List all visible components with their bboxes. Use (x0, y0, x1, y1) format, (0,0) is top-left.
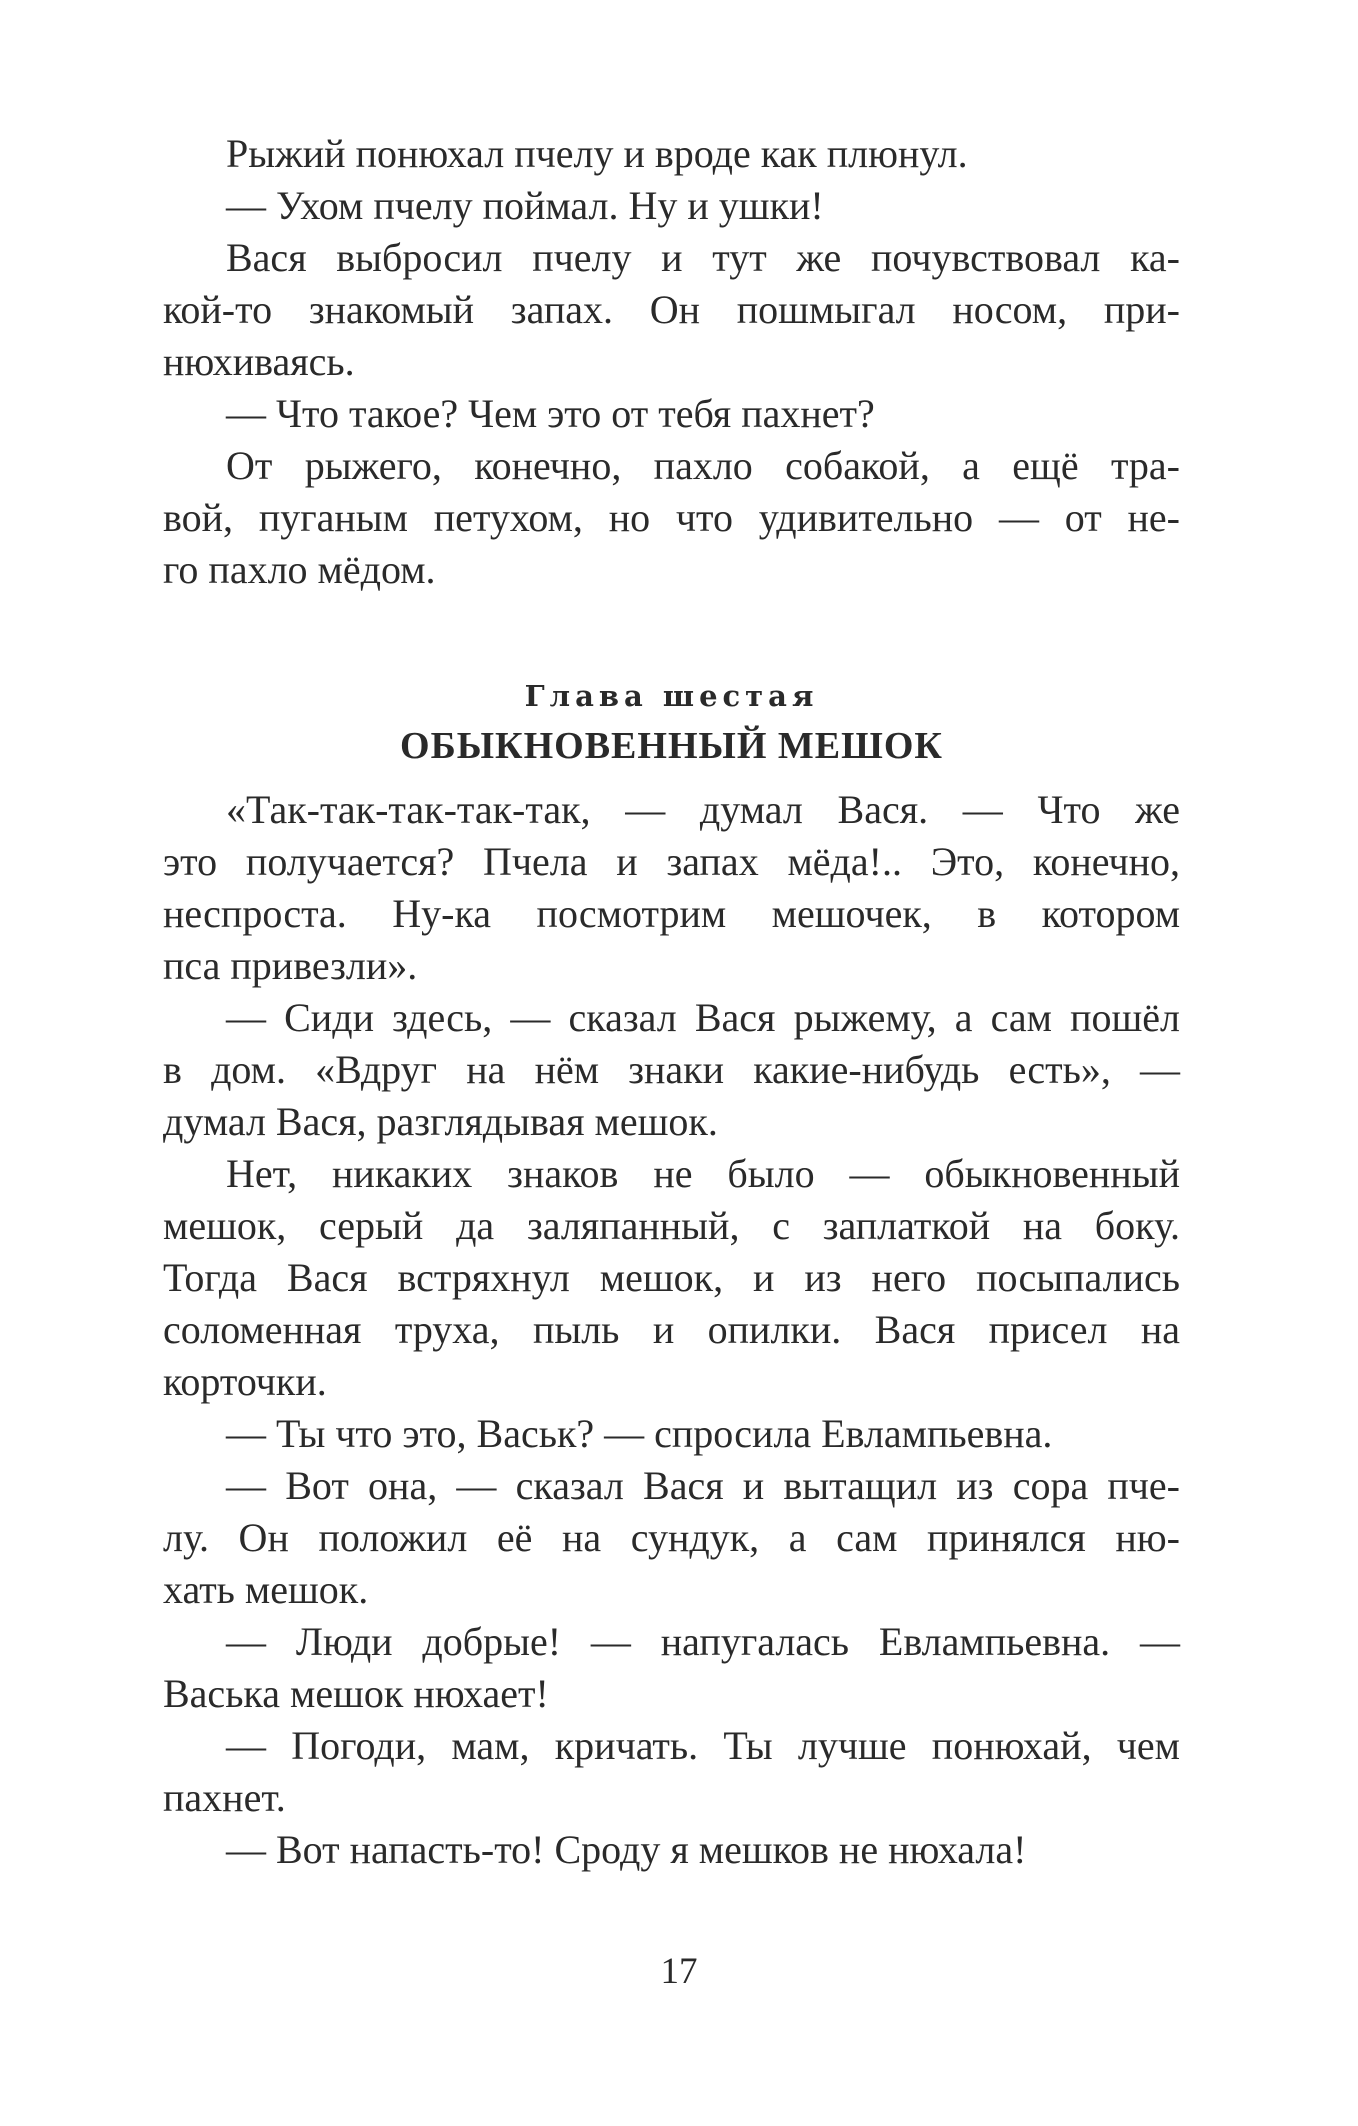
text-line: пса привезли». (163, 943, 418, 988)
text-line: — Ты что это, Васьк? — спросила Евлампьевна. (226, 1411, 1053, 1456)
text-line: лу. Он положил её на сундук, а сам принялся ню- (163, 1515, 1180, 1560)
text-line: Вася выбросил пчелу и тут же почувствовал ка- (226, 235, 1180, 280)
paragraph (163, 180, 1180, 232)
chapter-title: ОБЫКНОВЕННЫЙ МЕШОК (400, 725, 943, 767)
text-line: думал Вася, разглядывая мешок. (163, 1099, 718, 1144)
paragraph (163, 388, 1180, 440)
text-section-chapter-body (163, 784, 1180, 1876)
text-line: Рыжий понюхал пчелу и вроде как плюнул. (226, 131, 968, 176)
text-line: Тогда Вася встряхнул мешок, и из него посыпались (163, 1255, 1180, 1300)
text-line: пахнет. (163, 1775, 286, 1820)
paragraph (163, 1460, 1180, 1616)
text-line: — Вот она, — сказал Вася и вытащил из сора пче- (226, 1463, 1180, 1508)
text-line: корточки. (163, 1359, 327, 1404)
text-line: — Люди добрые! — напугалась Евлампьевна. — (226, 1619, 1180, 1664)
text-line: это получается? Пчела и запах мёда!.. Это, конечно, (163, 839, 1180, 884)
paragraph (163, 1824, 1180, 1876)
book-page (163, 128, 1180, 1876)
text-section-before-chapter (163, 128, 1180, 596)
text-line: кой-то знакомый запах. Он пошмыгал носом, при- (163, 287, 1180, 332)
text-line: Васька мешок нюхает! (163, 1671, 549, 1716)
text-line: го пахло мёдом. (163, 547, 436, 592)
text-line: хать мешок. (163, 1567, 369, 1612)
chapter-label: Глава шестая (524, 679, 819, 713)
text-line: — Погоди, мам, кричать. Ты лучше понюхай, чем (226, 1723, 1180, 1768)
paragraph (163, 1148, 1180, 1408)
paragraph (163, 784, 1180, 992)
paragraph (163, 1408, 1180, 1460)
text-line: — Ухом пчелу поймал. Ну и ушки! (226, 183, 824, 228)
paragraph (163, 232, 1180, 388)
text-line: От рыжего, конечно, пахло собакой, а ещё тра- (226, 443, 1180, 488)
text-line: в дом. «Вдруг на нём знаки какие-нибудь есть», — (163, 1047, 1180, 1092)
paragraph (163, 128, 1180, 180)
text-line: — Что такое? Чем это от тебя пахнет? (226, 391, 875, 436)
paragraph (163, 992, 1180, 1148)
paragraph (163, 1720, 1180, 1824)
text-line: Нет, никаких знаков не было — обыкновенный (226, 1151, 1180, 1196)
text-line: — Вот напасть-то! Сроду я мешков не нюхала! (226, 1827, 1027, 1872)
text-line: вой, пуганым петухом, но что удивительно — от не- (163, 495, 1180, 540)
page-number: 17 (660, 1951, 698, 1992)
text-line: «Так-так-так-так-так, — думал Вася. — Что же (226, 787, 1180, 832)
paragraph (163, 440, 1180, 596)
text-line: соломенная труха, пыль и опилки. Вася присел на (163, 1307, 1180, 1352)
text-line: нюхиваясь. (163, 339, 355, 384)
text-line: мешок, серый да заляпанный, с заплаткой на боку. (163, 1203, 1180, 1248)
text-line: неспроста. Ну-ка посмотрим мешочек, в котором (163, 891, 1180, 936)
paragraph (163, 1616, 1180, 1720)
text-line: — Сиди здесь, — сказал Вася рыжему, а сам пошёл (226, 995, 1180, 1040)
